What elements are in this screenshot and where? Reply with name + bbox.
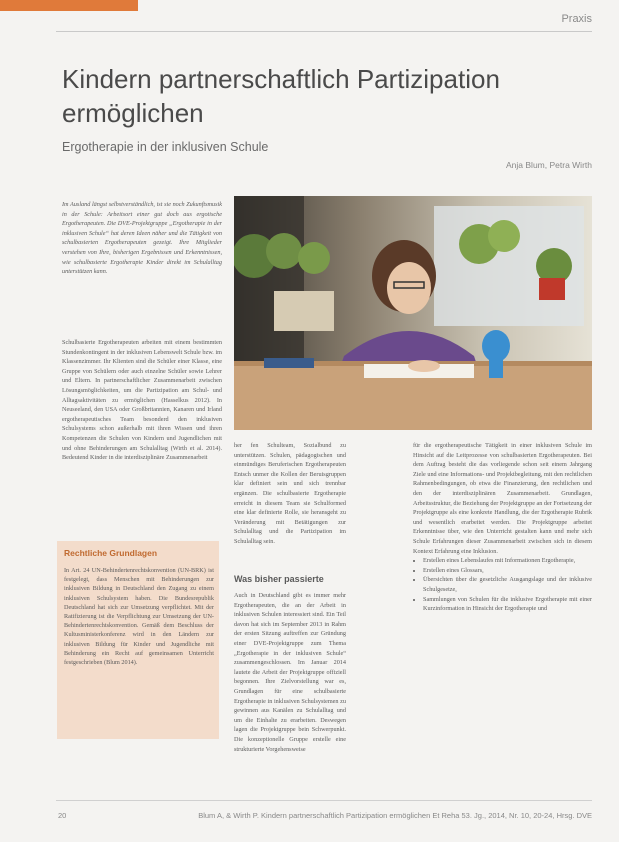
- header-rule: [56, 31, 592, 32]
- body-paragraph-4: für die ergotherapeutische Tätigkeit in einer inklusiven Schule im Hinsicht auf die Leitprozesse von schulbasierten Ergotherapeuten. Bei dem Auftrag besteht die das vorliegende schon seit einem Jahrgang Ziele und eine Informations- und Projektbegleitung, mit den rechtlichen Rahmenbedingungen, ob etwa die Finanzierung, den rechtlichen und den der interdisziplinären Zusammenarbeit. Grundlagen, Arbeitsstruktur, die Beziehung der Projektgruppe an der Fortsetzung der Projektgruppe als eine konkrete Handlung, die der Ergotherapie Rubrik und wesentlich erarbeitet werden. Die Projektgruppe arbeitet Erkenntnisse über, wie den Unterricht gestalten kann und mehr sich Schule Erfahrungen dieser Zusammenarbeit zwischen sich in diesem Kontext Erfahrung eine Inklusion.: [413, 442, 592, 555]
- list-item: • Übersichten über die gesetzliche Ausgangslage und der inklusive Schulgesetze,: [423, 575, 592, 594]
- section-heading-history: Was bisher passierte: [234, 574, 324, 584]
- legal-box-text: In Art. 24 UN-Behindertenrechtskonvention (UN-BRK) ist festgelegt, dass Menschen mit Behinderungen zur inklusiven Bildung in Deutschland den Zugang zu einem inklusiven Schulsystem haben. Die Bundesrepublik Deutschland hat sich zur Umsetzung verpflichtet. Mit der Ratifizierung ist die Verpflichtung zur Umsetzung der UN-Behindertenrechtskonvention. Gemäß dem Beschluss der Kultusministerkonferenz wird in den Ländern zur inklusiven Bildung für Kinder und Jugendliche mit Behinderung ein Recht auf gemeinsamen Unterricht festgeschrieben (Blum 2014).: [64, 567, 214, 667]
- footer-citation: Blum A, & Wirth P. Kindern partnerschaftlich Partizipation ermöglichen Et Reha 53. Jg., 2014, Nr. 10, 20-24, Hrsg. DVE: [198, 811, 592, 820]
- body-paragraph-2: her fen Schulteam, Sozialbund zu unterstützen. Schulen, pädagogischen und einmündiges Beruferischen Ergotherapeuten Entsch unmer die Kollen der Beruisgruppen klar definiert sein und sich trennbar ergänzen. Die schulbasierte Ergotherapie erreicht in diesem Team sie Schulformed eine klar definierte Rolle, sie heransgeht zu Veränderung mit Betätigungen zur Schulalltag und die Partizipation im Schulalltag sein.: [234, 442, 346, 545]
- article-subtitle: Ergotherapie in der inklusiven Schule: [62, 140, 269, 154]
- footer-rule: [56, 800, 592, 801]
- legal-box-title: Rechtliche Grundlagen: [64, 548, 158, 558]
- body-column-right: [413, 441, 592, 614]
- article-authors: Anja Blum, Petra Wirth: [506, 160, 592, 170]
- list-item: • Erstellen eines Lebenslaufes mit Informationen Ergotherapie,: [423, 556, 592, 566]
- article-title: Kindern partnerschaftlich Partizipation ermöglichen: [62, 64, 500, 128]
- article-photo: [234, 196, 592, 430]
- body-paragraph-1: Schulbasierte Ergotherapeuten arbeiten mit einem bestimmten Stundenkontingent in der inklusiven Lebenswelt Schule bzw. im Klassenzimmer. Ihr Klienten sind die Schüler einer Klasse, eine Gruppe von Schülern oder auch einzelne Schüler sowie Lehrer und Eltern. In partnerschaftlicher Zusammenarbeit zwischen Lösungsmöglichkeiten, um die Partizipation am Schul- und Alltagsaktivitäten zu ermöglichen (Hasselkus 2012). In Neuseeland, den USA oder Großbritannien, Kanaren und Irland ergotherapeutisches Team besonderd den inklusiven Schulsystems schon außerhalb mit ihren Wissen und ihren Kompetenzen die Schulen von Kindern und Jugendlichen mit und ohne Behinderungen am Schulalltag (Wirth et al. 2014). Bedeutend Kinder in die interdisziplinäre Zusammenarbeit: [62, 339, 222, 462]
- header-accent-bar: [0, 0, 138, 11]
- body-paragraph-3: Auch in Deutschland gibt es immer mehr Ergotherapeuten, die an der Arbeit in inklusiven Schulen interessiert sind. Ein Teil davon hat sich im September 2013 in Rahm der ersten Sitzung auftreffen zur Gründung einer DVE-Projektgruppe zum Thema „Ergotherapie in der inklusiven Schule“ zusammengeschlossen. Im Januar 2014 lautete die Arbeit der Projektgruppe offiziell begonnen. Ihre Zielvorstellung war es, Grundlagen für eine schulbasierte Ergotherapie in inklusiven Schulsystemen zu gewinnen aus Kanälen zu Schulalltag und um die Einhalte zu erarbeiten. Deswegen lagen die Projektgruppe bein Schwerpunkt. Die konzeptionelle Gruppe erstelle eine strukturierte Vorgehensweise: [234, 592, 346, 753]
- lead-paragraph: Im Ausland längst selbstverständlich, ist sie noch Zukunftsmusik in der Schule: Arbeitsort einer gut doch aus ergotische Ergotherapeuten. Die DVE-Projektgruppe „Ergotherapie in der inklusiven Schule“ hat deren Ideen näher und die Tätigkeit von schulbasierten Ergotherapeuten gezeigt. Ihre Mitglieder verstehen von Ihre, bisherigen Ergebnissen und Erkenntnissen, wie schulbasierte Ergotherapie Kinder direkt im Schulalltag unterstützen kann.: [62, 201, 222, 276]
- list-item: • Sammlungen von Schulen für die inklusive Ergotherapie mit einer Kurzinformation in Hinsicht der Ergotherapie und: [423, 595, 592, 614]
- bullet-list: [413, 556, 592, 614]
- page-number: 20: [58, 811, 67, 820]
- list-item: • Erstellen eines Glossars,: [423, 566, 592, 576]
- section-label: Praxis: [561, 13, 592, 25]
